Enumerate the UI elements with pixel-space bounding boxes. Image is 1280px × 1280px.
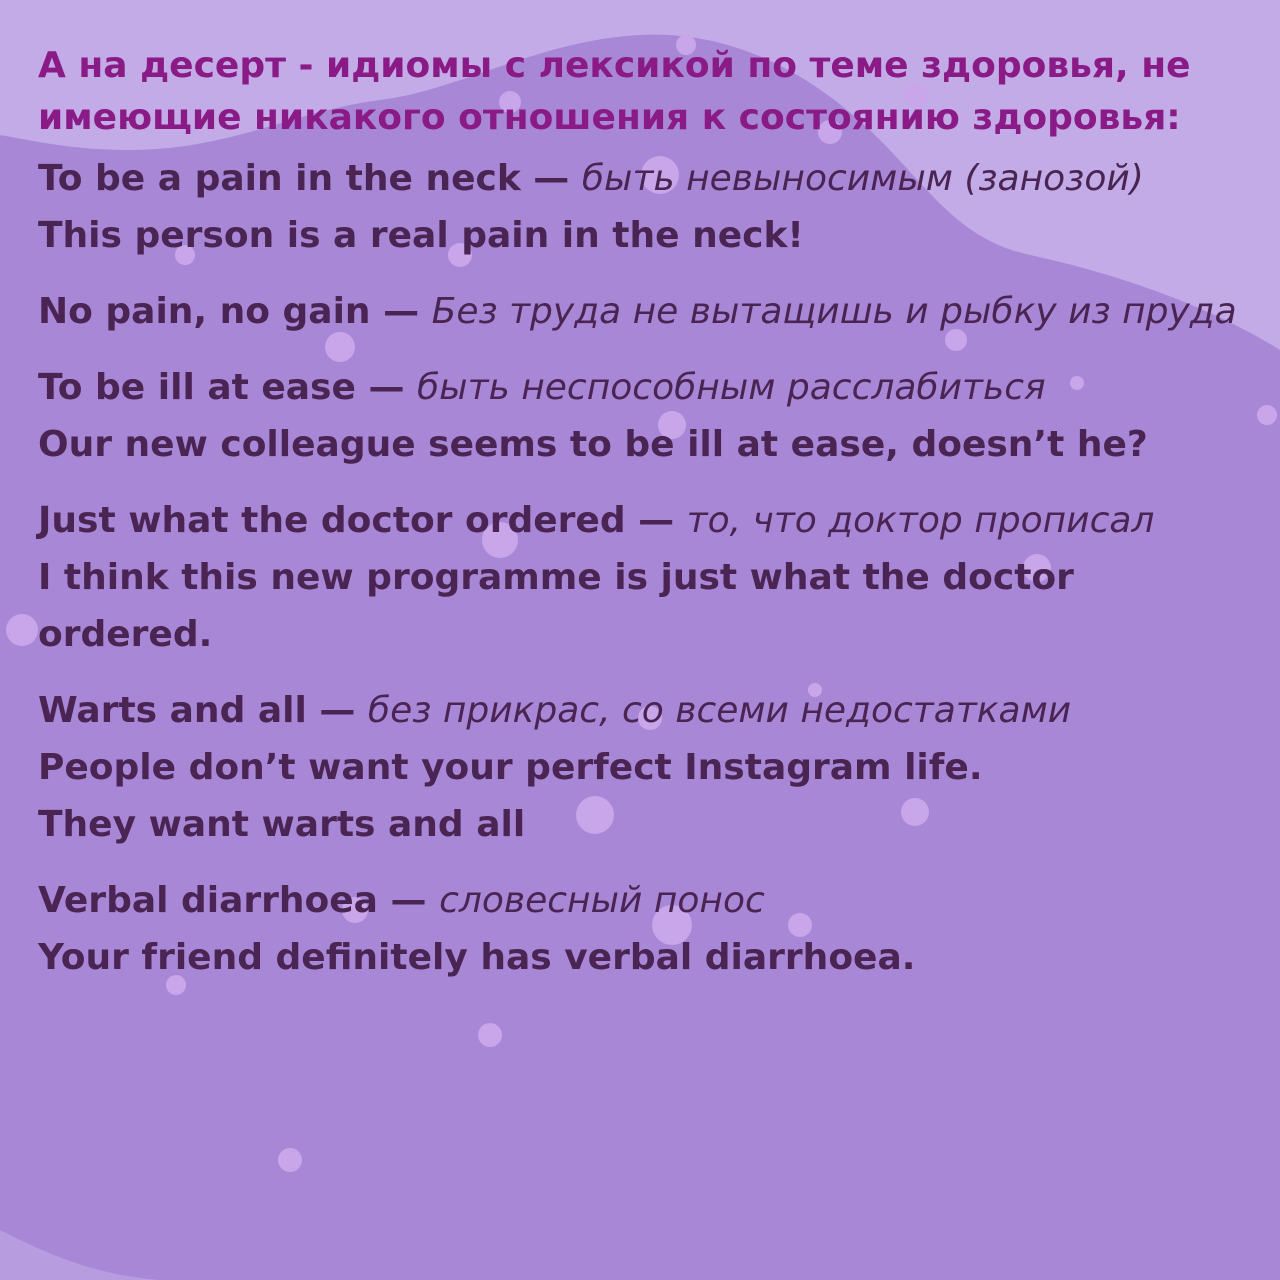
idiom-example: People don’t want your perfect Instagram life. [38,747,983,788]
dash-separator: — [370,291,432,332]
dash-separator: — [625,500,687,541]
idiom-translation: словесный понос [439,880,765,921]
idiom-translation: быть неспособным расслабиться [416,367,1046,408]
dash-separator: — [355,367,417,408]
dash-separator: — [306,690,368,731]
idiom-term: Warts and all [38,690,307,731]
idiom-warts-and-all [38,682,1258,853]
intro-heading: А на десерт - идиомы с лексикой по теме здоровья, не имеющие никакого отношения к состоянию здоровья: [38,45,1191,138]
content [38,40,1258,1005]
idiom-definition [38,872,1258,929]
idiom-example: Your friend definitely has verbal diarrhoea. [38,937,916,978]
idiom-verbal-diarrhoea [38,872,1258,986]
idiom-translation: без прикрас, со всеми недостатками [367,690,1072,731]
idiom-doctor-ordered [38,492,1258,663]
idiom-example: I think this new programme is just what the doctor ordered. [38,557,1074,655]
idiom-no-pain-no-gain [38,283,1258,340]
dash-separator: — [377,880,440,921]
idiom-translation: Без труда не вытащишь и рыбку из пруда [431,291,1237,332]
idiom-example: They want warts and all [38,804,526,845]
idiom-translation: то, что доктор прописал [686,500,1155,541]
idiom-example: Our new colleague seems to be ill at ease, doesn’t he? [38,424,1148,465]
dash-separator: — [520,158,582,199]
idiom-definition [38,283,1258,340]
idiom-term: To be a pain in the neck [38,158,521,199]
idiom-definition [38,492,1258,549]
idiom-pain-in-the-neck [38,150,1258,264]
idiom-term: Just what the doctor ordered [38,500,626,541]
idiom-definition [38,150,1258,207]
idiom-ill-at-ease [38,359,1258,473]
idiom-definition [38,682,1258,739]
idiom-example: This person is a real pain in the neck! [38,215,804,256]
idiom-translation: быть невыносимым (занозой) [581,158,1144,199]
idiom-definition [38,359,1258,416]
idiom-term: To be ill at ease [38,367,356,408]
idiom-term: No pain, no gain [38,291,371,332]
idiom-term: Verbal diarrhoea [38,880,378,921]
